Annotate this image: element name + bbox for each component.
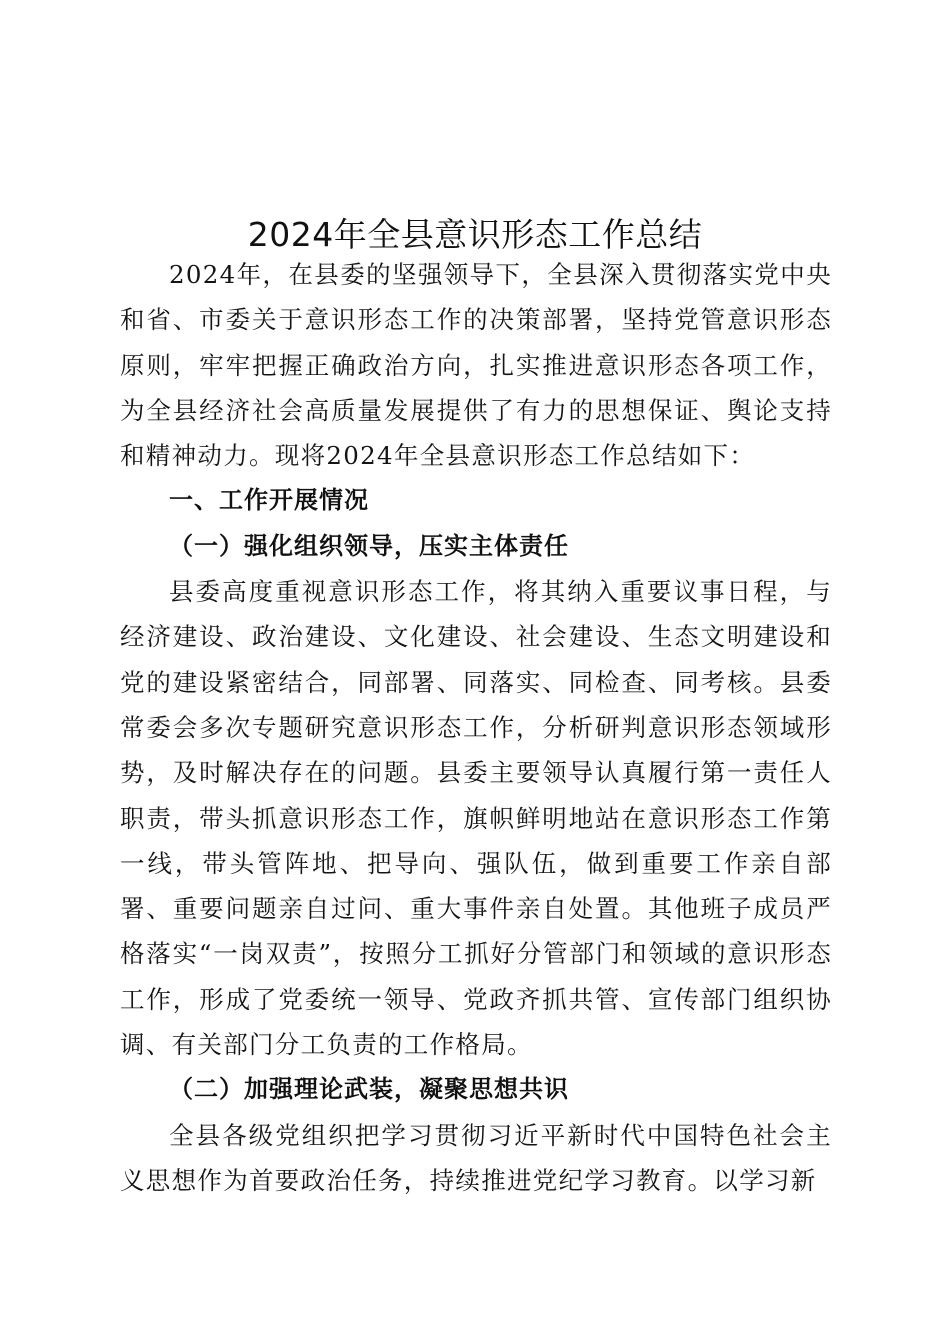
intro-paragraph: 2024年，在县委的坚强领导下，全县深入贯彻落实党中央和省、市委关于意识形态工作的决策部署，坚持党管意识形态原则，牢牢把握正确政治方向，扎实推进意识形态各项工作，为全县经济社会高质量发展提供了有力的思想保证、舆论支持和精神动力。现将2024年全县意识形态工作总结如下： <box>120 260 832 471</box>
subsection-paragraph-theory: 全县各级党组织把学习贯彻习近平新时代中国特色社会主义思想作为首要政治任务，持续推进党纪学习教育。以学习新 <box>120 1120 832 1195</box>
section-heading-work-status: 一、工作开展情况 <box>169 486 369 515</box>
subsection-paragraph-organization: 县委高度重视意识形态工作，将其纳入重要议事日程，与经济建设、政治建设、文化建设、社会建设、生态文明建设和党的建设紧密结合，同部署、同落实、同检查、同考核。县委常委会多次专题研究意识形态工作，分析研判意识形态领域形势，及时解决存在的问题。县委主要领导认真履行第一责任人职责，带头抓意识形态工作，旗帜鲜明地站在意识形态工作第一线，带头管阵地、把导向、强队伍，做到重要工作亲自部署、重要问题亲自过问、重大事件亲自处置。其他班子成员严格落实“一岗双责”，按照分工抓好分管部门和领域的意识形态工作，形成了党委统一领导、党政齐抓共管、宣传部门组织协调、有关部门分工负责的工作格局。 <box>120 577 832 1060</box>
document-body <box>120 252 832 1203</box>
document-title: 2024年全县意识形态工作总结 <box>247 215 703 254</box>
subsection-heading-theory: （二）加强理论武装，凝聚思想共识 <box>169 1075 569 1104</box>
subsection-heading-organization: （一）强化组织领导，压实主体责任 <box>169 531 569 560</box>
